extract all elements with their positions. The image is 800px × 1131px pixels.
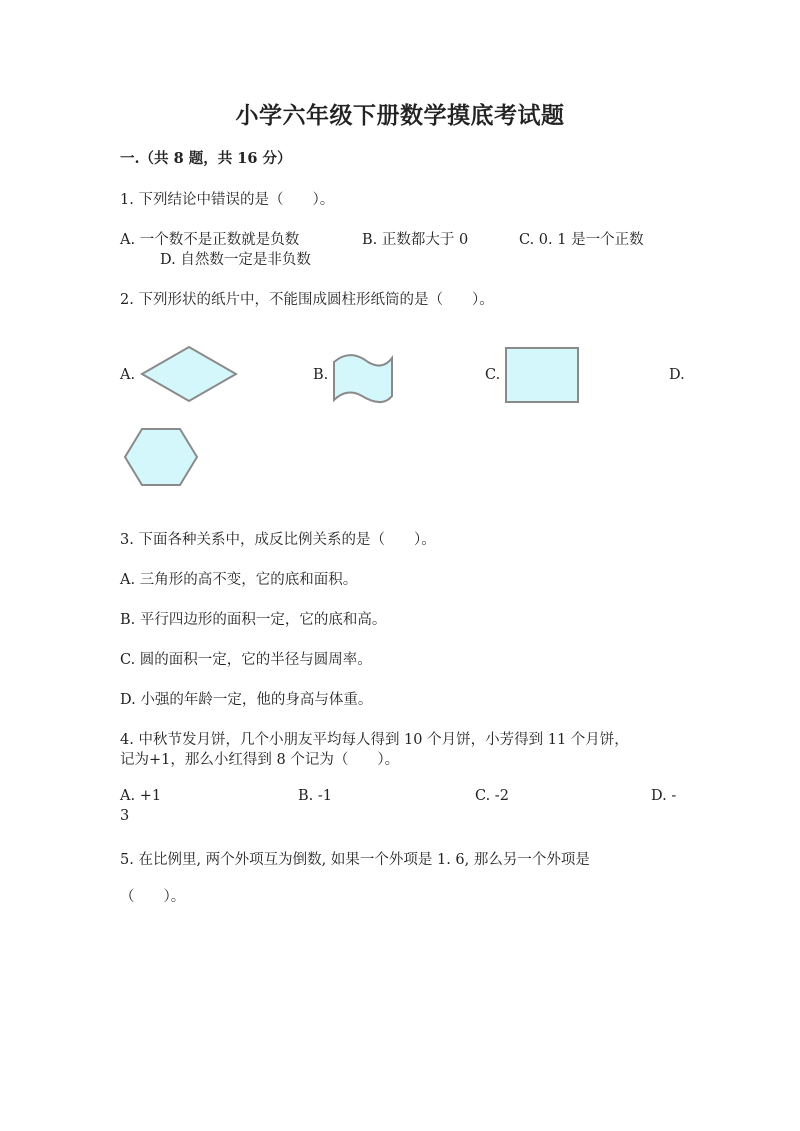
question-2-label-b: B. — [313, 367, 329, 383]
rectangle-shape — [503, 345, 581, 405]
question-5-stem-line1: 5. 在比例里, 两个外项互为倒数, 如果一个外项是 1. 6, 那么另一个外项是 — [120, 852, 590, 868]
question-5-stem-line2: （ ）。 — [120, 889, 186, 905]
question-2-stem: 2. 下列形状的纸片中，不能围成圆柱形纸筒的是（ ）。 — [120, 292, 494, 308]
question-2-label-a: A. — [120, 367, 136, 383]
question-1-option-d: D. 自然数一定是非负数 — [160, 252, 311, 268]
wavy-paper-shape — [330, 352, 396, 406]
question-3-option-d: D. 小强的年龄一定，他的身高与体重。 — [120, 692, 373, 708]
question-3-option-b: B. 平行四边形的面积一定，它的底和高。 — [120, 612, 387, 628]
question-2-label-d: D. — [669, 367, 685, 383]
question-4-option-b: B. -1 — [298, 788, 332, 804]
hexagon-shape — [122, 426, 200, 488]
question-1-option-b: B. 正数都大于 0 — [362, 232, 469, 248]
question-4-option-c: C. -2 — [475, 788, 509, 804]
rhombus-shape — [138, 344, 240, 404]
question-4-option-a: A. +1 — [120, 788, 162, 804]
question-3-stem: 3. 下面各种关系中，成反比例关系的是（ ）。 — [120, 532, 436, 548]
question-2-label-c: C. — [485, 367, 501, 383]
question-1-stem: 1. 下列结论中错误的是（ ）。 — [120, 192, 335, 208]
question-4-option-d: D. - — [651, 788, 677, 804]
question-3-option-a: A. 三角形的高不变，它的底和面积。 — [120, 572, 358, 588]
question-3-option-c: C. 圆的面积一定，它的半径与圆周率。 — [120, 652, 372, 668]
page-title: 小学六年级下册数学摸底考试题 — [235, 102, 565, 129]
question-4-stem-line1: 4. 中秋节发月饼，几个小朋友平均每人得到 10 个月饼，小芳得到 11 个月饼， — [120, 732, 629, 748]
section-heading: 一.（共 8 题，共 16 分） — [120, 150, 292, 167]
question-1-option-a: A. 一个数不是正数就是负数 — [120, 232, 300, 248]
question-1-option-c: C. 0. 1 是一个正数 — [519, 232, 644, 248]
question-4-option-d-wrap: 3 — [120, 808, 130, 824]
question-4-stem-line2: 记为+1，那么小红得到 8 个记为（ ）。 — [120, 752, 400, 768]
